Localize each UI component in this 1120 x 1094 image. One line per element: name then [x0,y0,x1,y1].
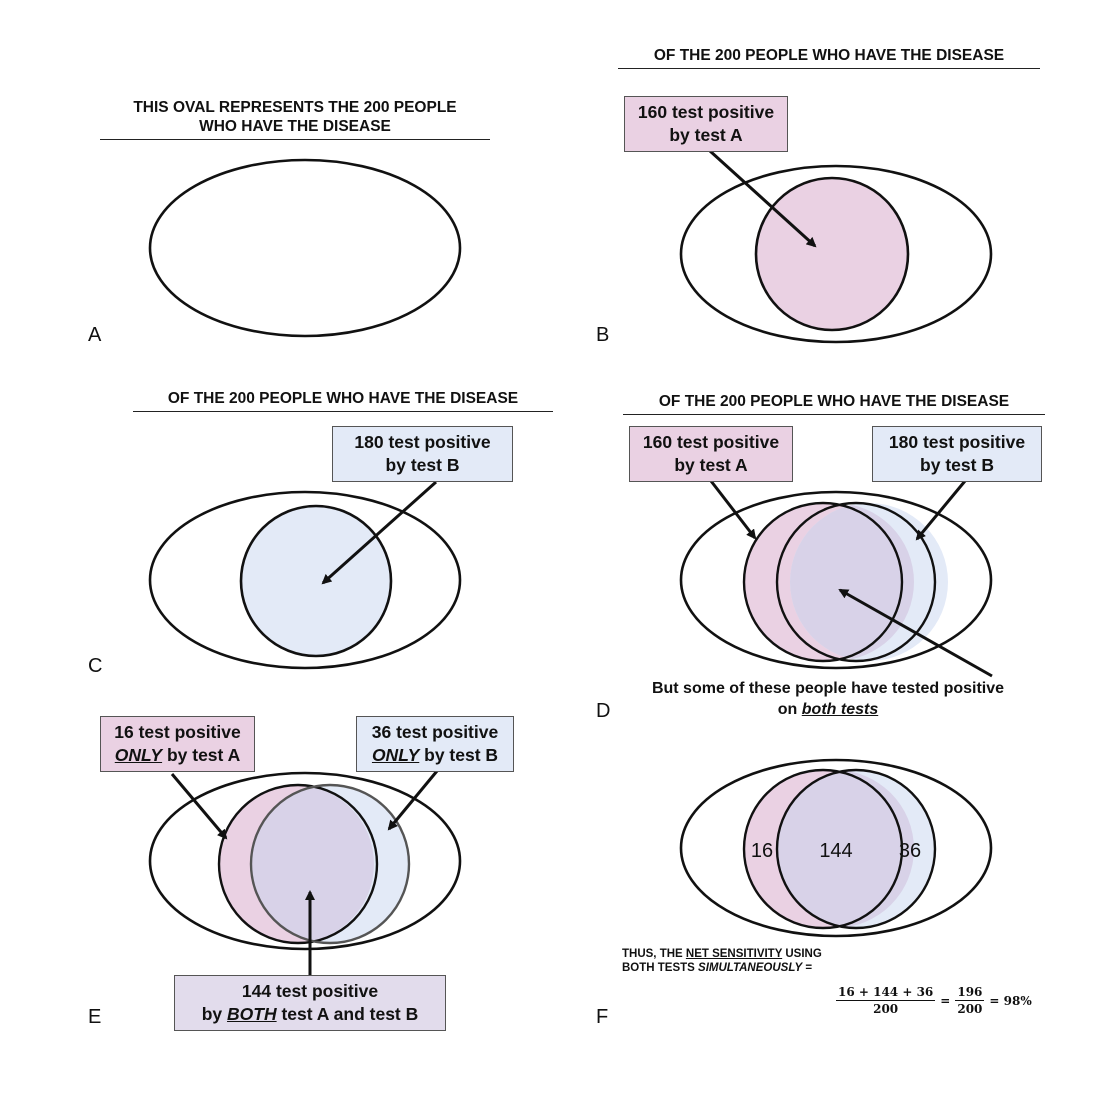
panel-b-label: B [596,324,610,346]
panel-c-label: C [88,655,103,677]
test-b-circle-c [241,506,391,656]
only-b-box-e: 36 test positive ONLY by test B [356,716,514,772]
region-a-count: 16 [750,840,774,862]
arrow-d-b [917,481,965,539]
arrow-d-a [711,481,755,538]
test-b-box-c: 180 test positive by test B [332,426,513,482]
only-a-box-e: 16 test positive ONLY by test A [100,716,255,772]
region-both-count: 144 [819,840,853,862]
both-box-e: 144 test positive by BOTH test A and test B [174,975,446,1031]
test-a-box-b: 160 test positive by test A [624,96,788,152]
panel-a-title: THIS OVAL REPRESENTS THE 200 PEOPLE WHO HAVE THE DISEASE [100,98,490,140]
fraction-sum: $\frac{16 + 144 + 36}{200}$ [838,985,934,1016]
net-sensitivity-text: THUS, THE NET SENSITIVITY USING BOTH TESTS SIMULTANEOUSLY = [622,948,822,974]
population-oval-a [150,160,460,336]
panel-c-title: OF THE 200 PEOPLE WHO HAVE THE DISEASE [133,389,553,412]
test-b-box-d: 180 test positive by test B [872,426,1042,482]
panel-f-label: F [596,1006,609,1028]
test-a-circle-b [756,178,908,330]
fraction-total: $\frac{196}{200}$ [957,985,983,1016]
panel-b-title: OF THE 200 PEOPLE WHO HAVE THE DISEASE [618,46,1040,69]
panel-a-label: A [88,324,102,346]
sensitivity-formula: $\frac{16 + 144 + 36}{200}$ = $\frac{196}{200}$ = 98% [838,985,1032,1016]
panel-d-label: D [596,700,611,722]
test-a-box-d: 160 test positive by test A [629,426,793,482]
panel-d-title: OF THE 200 PEOPLE WHO HAVE THE DISEASE [623,392,1045,415]
arrow-e-b [389,771,437,829]
region-b-count: 36 [898,840,922,862]
panel-e-label: E [88,1006,102,1028]
both-tests-note: But some of these people have tested positive on both tests [651,680,1005,718]
arrow-e-a [172,774,226,838]
